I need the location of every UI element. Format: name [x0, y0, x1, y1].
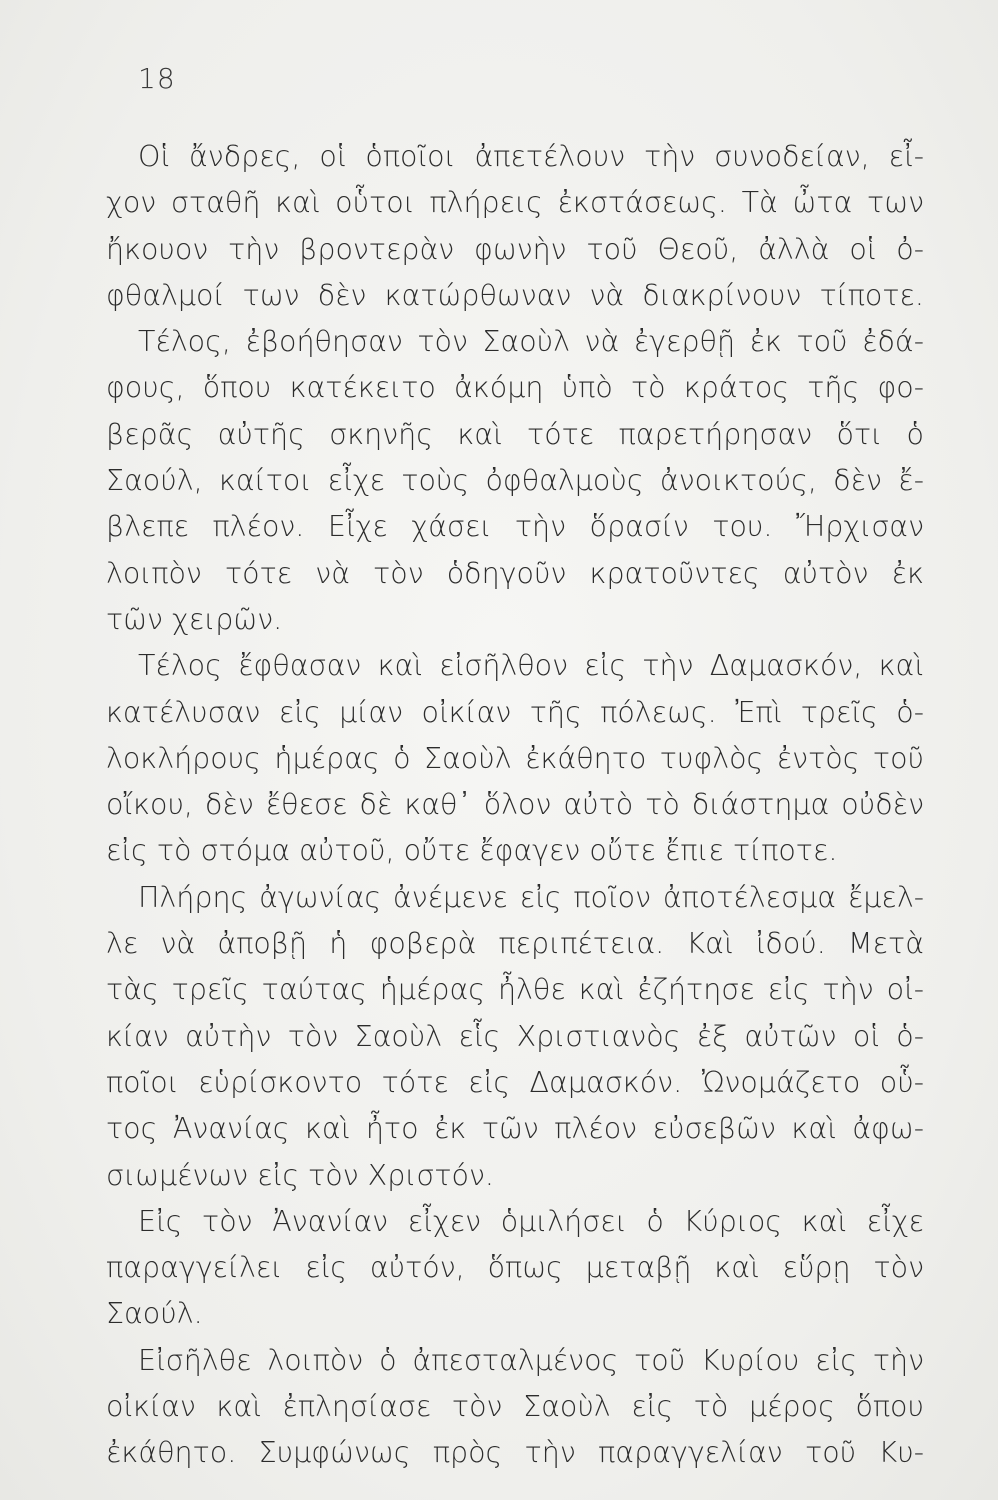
body-text [106, 134, 924, 1477]
text-line: Εἰς τὸν Ἀνανίαν εἶχεν ὁμιλήσει ὁ Κύριος καὶ εἶχε [138, 1204, 924, 1238]
text-line: οἴκου, δὲν ἔθεσε δὲ καθ᾽ ὅλον αὐτὸ τὸ διάστημα οὐδὲν [106, 788, 924, 822]
text-line: Οἱ ἄνδρες, οἱ ὁποῖοι ἀπετέλουν τὴν συνοδείαν, εἶ- [138, 140, 924, 173]
text-line: Σαούλ, καίτοι εἶχε τοὺς ὀφθαλμοὺς ἀνοικτούς, δὲν ἔ- [106, 464, 924, 498]
text-line: χον σταθῆ καὶ οὗτοι πλήρεις ἐκστάσεως. Τὰ ὦτα των [106, 186, 924, 220]
text-line: εἰς τὸ στόμα αὐτοῦ, οὔτε ἔφαγεν οὔτε ἔπιε τίποτε. [106, 834, 838, 868]
text-line: τῶν χειρῶν. [106, 602, 283, 636]
text-line: Πλήρης ἀγωνίας ἀνέμενε εἰς ποῖον ἀποτέλεσμα ἔμελ- [138, 880, 924, 914]
text-line: κίαν αὐτὴν τὸν Σαοὺλ εἷς Χριστιανὸς ἐξ αὐτῶν οἱ ὁ- [106, 1019, 924, 1053]
text-line: σιωμένων εἰς τὸν Χριστόν. [106, 1158, 494, 1192]
text-line: οἰκίαν καὶ ἐπλησίασε τὸν Σαοὺλ εἰς τὸ μέρος ὅπου [106, 1390, 924, 1424]
text-line: λε νὰ ἀποβῇ ἡ φοβερὰ περιπέτεια. Καὶ ἰδού. Μετὰ [106, 927, 924, 961]
text-line: τὰς τρεῖς ταύτας ἡμέρας ἦλθε καὶ ἐζήτησε εἰς τὴν οἰ- [106, 973, 924, 1007]
page-number: 18 [138, 62, 176, 95]
text-line: κατέλυσαν εἰς μίαν οἰκίαν τῆς πόλεως. Ἐπὶ τρεῖς ὁ- [106, 695, 924, 729]
text-line: βερᾶς αὐτῆς σκηνῆς καὶ τότε παρετήρησαν ὅτι ὁ [106, 417, 924, 451]
text-line: βλεπε πλέον. Εἶχε χάσει τὴν ὅρασίν του. Ἤρχισαν [106, 510, 924, 544]
text-line: ποῖοι εὑρίσκοντο τότε εἰς Δαμασκόν. Ὠνομάζετο οὗ- [106, 1065, 924, 1099]
text-line: Τέλος, ἐβοήθησαν τὸν Σαοὺλ νὰ ἐγερθῇ ἐκ τοῦ ἐδά- [138, 325, 924, 359]
text-line: ἐκάθητο. Συμφώνως πρὸς τὴν παραγγελίαν τοῦ Κυ- [106, 1436, 924, 1470]
text-line: φους, ὅπου κατέκειτο ἀκόμη ὑπὸ τὸ κράτος τῆς φο- [106, 371, 924, 405]
text-line: Τέλος ἔφθασαν καὶ εἰσῆλθον εἰς τὴν Δαμασκόν, καὶ [138, 649, 924, 683]
text-line: Σαούλ. [106, 1297, 203, 1331]
text-line: λοιπὸν τότε νὰ τὸν ὁδηγοῦν κρατοῦντες αὐτὸν ἐκ [106, 556, 924, 590]
text-line: Εἰσῆλθε λοιπὸν ὁ ἀπεσταλμένος τοῦ Κυρίου εἰς τὴν [138, 1343, 924, 1377]
text-line: λοκλήρους ἡμέρας ὁ Σαοὺλ ἐκάθητο τυφλὸς ἐντὸς τοῦ [106, 741, 924, 775]
text-line: παραγγείλει εἰς αὐτόν, ὅπως μεταβῇ καὶ εὕρῃ τὸν [106, 1251, 924, 1285]
text-line: φθαλμοί των δὲν κατώρθωναν νὰ διακρίνουν τίποτε. [106, 278, 924, 312]
text-line: τος Ἀνανίας καὶ ἦτο ἐκ τῶν πλέον εὐσεβῶν καὶ ἀφω- [106, 1112, 924, 1146]
text-line: ἤκουον τὴν βροντερὰν φωνὴν τοῦ Θεοῦ, ἀλλὰ οἱ ὀ- [106, 232, 924, 266]
